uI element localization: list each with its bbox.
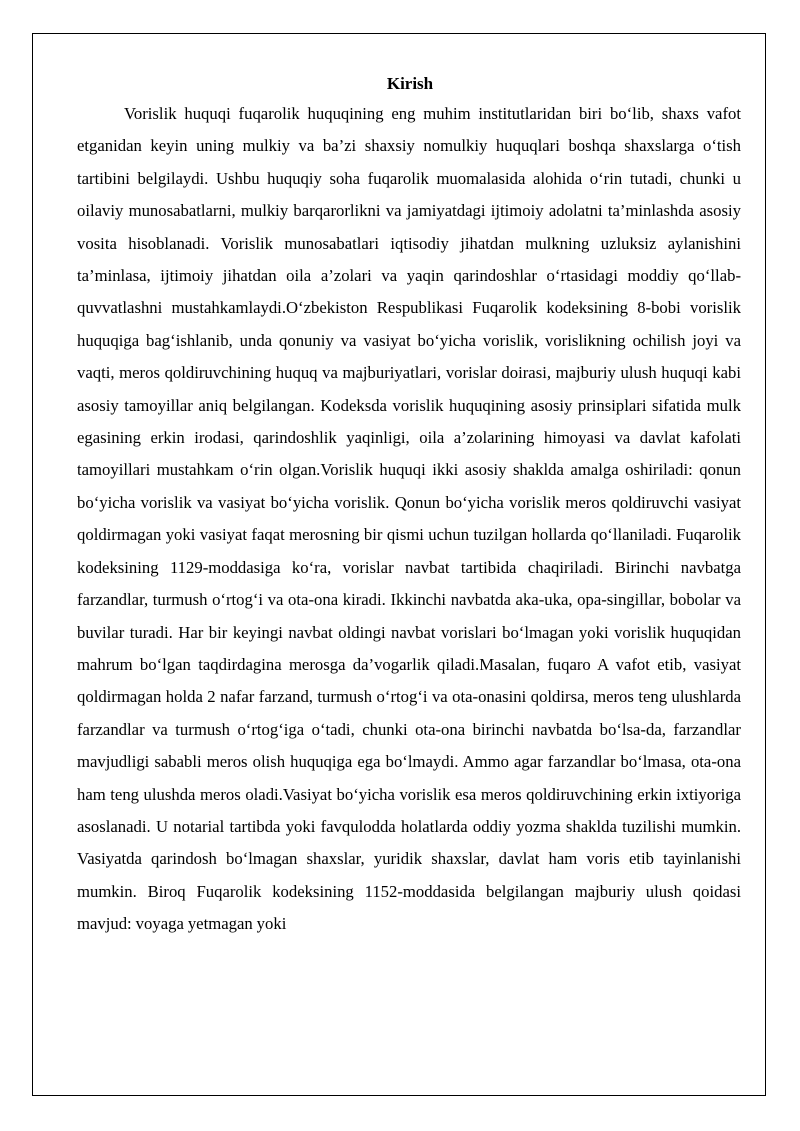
body-paragraph: Vorislik huquqi fuqarolik huquqining eng muhim institutlaridan biri bo‘lib, shaxs vafot etganidan keyin uning mulkiy va ba’zi shaxsiy nomulkiy huquqlari boshqa shaxslarga o‘tish tartibini belgilaydi. Ushbu huquqiy soha fuqarolik muomalasida alohida o‘rin tutadi, chunki u oilaviy munosabatlarni, mulkiy barqarorlikni va jamiyatdagi ijtimoiy adolatni ta’minlashda asosiy vosita hisoblanadi. Vorislik munosabatlari iqtisodiy jihatdan mulkning uzluksiz aylanishini ta’minlasa, ijtimoiy jihatdan oila a’zolari va yaqin qarindoshlar o‘rtasidagi moddiy qo‘llab-quvvatlashni mustahkamlaydi.O‘zbekiston Respublikasi Fuqarolik kodeksining 8-bobi vorislik huquqiga bag‘ishlanib, unda qonuniy va vasiyat bo‘yicha vorislik, vorislikning ochilish joyi va vaqti, meros qoldiruvchining huquq va majburiyatlari, vorislar doirasi, majburiy ulush huquqi kabi asosiy tamoyillar aniq belgilangan. Kodeksda vorislik huquqining asosiy prinsiplari sifatida mulk egasining erkin irodasi, qarindoshlik yaqinligi, oila a’zolarining himoyasi va davlat kafolati tamoyillari mustahkam o‘rin olgan.Vorislik huquqi ikki asosiy shaklda amalga oshiriladi: qonun bo‘yicha vorislik va vasiyat bo‘yicha vorislik. Qonun bo‘yicha vorislik meros qoldiruvchi vasiyat qoldirmagan yoki vasiyat faqat merosning bir qismi uchun tuzilgan hollarda qo‘llaniladi. Fuqarolik kodeksining 1129-moddasiga ko‘ra, vorislar navbat tartibida chaqiriladi. Birinchi navbatga farzandlar, turmush o‘rtog‘i va ota-ona kiradi. Ikkinchi navbatda aka-uka, opa-singillar, bobolar va buvilar turadi. Har bir keyingi navbat oldingi navbat vorislari bo‘lmagan yoki vorislik huquqidan mahrum bo‘lgan taqdirdagina merosga da’vogarlik qiladi.Masalan, fuqaro A vafot etib, vasiyat qoldirmagan holda 2 nafar farzand, turmush o‘rtog‘i va ota-onasini qoldirsa, meros teng ulushlarda farzandlar va turmush o‘rtog‘iga o‘tadi, chunki ota-ona birinchi navbatda bo‘lsa-da, farzandlar mavjudligi sababli meros olish huquqiga ega bo‘lmaydi. Ammo agar farzandlar bo‘lmasa, ota-ona ham teng ulushda meros oladi.Vasiyat bo‘yicha vorislik esa meros qoldiruvchining erkin ixtiyoriga asoslanadi. U notarial tartibda yoki favqulodda holatlarda oddiy yozma shaklda tuzilishi mumkin. Vasiyatda qarindosh bo‘lmagan shaxslar, yuridik shaxslar, davlat ham voris etib tayinlanishi mumkin. Biroq Fuqarolik kodeksining 1152-moddasida belgilangan majburiy ulush qoidasi mavjud: voyaga yetmagan yoki: [77, 104, 741, 934]
document-title: Kirish: [386, 74, 434, 93]
document-content: [77, 74, 741, 941]
